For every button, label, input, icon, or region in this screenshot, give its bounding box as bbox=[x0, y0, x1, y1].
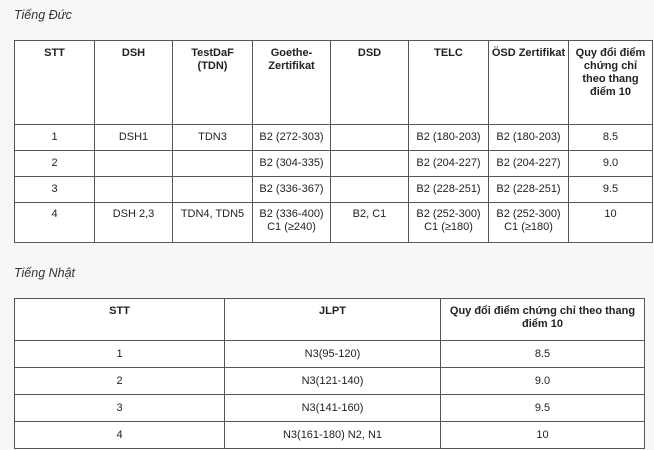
cell-jlpt: N3(121-140) bbox=[225, 368, 441, 395]
cell-stt: 1 bbox=[15, 125, 95, 151]
table-row bbox=[15, 422, 645, 449]
cell-testdaf: TDN3 bbox=[173, 125, 253, 151]
cell-goethe: B2 (272-303) bbox=[253, 125, 331, 151]
cell-goethe: B2 (304-335) bbox=[253, 151, 331, 177]
cell-dsh: DSH1 bbox=[95, 125, 173, 151]
table-row bbox=[15, 125, 653, 151]
cell-jlpt: N3(141-160) bbox=[225, 395, 441, 422]
header-testdaf: TestDaF (TDN) bbox=[173, 41, 253, 125]
cell-telc: B2 (228-251) bbox=[409, 177, 489, 203]
table-row bbox=[15, 341, 645, 368]
cell-testdaf bbox=[173, 177, 253, 203]
header-telc: TELC bbox=[409, 41, 489, 125]
cell-jlpt: N3(161-180) N2, N1 bbox=[225, 422, 441, 449]
cell-testdaf: TDN4, TDN5 bbox=[173, 203, 253, 243]
table-header-row bbox=[15, 299, 645, 341]
table-row bbox=[15, 177, 653, 203]
cell-stt: 4 bbox=[15, 203, 95, 243]
cell-goethe: B2 (336-400) C1 (≥240) bbox=[253, 203, 331, 243]
cell-score: 10 bbox=[441, 422, 645, 449]
cell-dsd bbox=[331, 125, 409, 151]
cell-osd: B2 (204-227) bbox=[489, 151, 569, 177]
german-section-title: Tiếng Đức bbox=[14, 8, 72, 22]
cell-stt: 3 bbox=[15, 395, 225, 422]
cell-score: 8.5 bbox=[441, 341, 645, 368]
cell-dsh: DSH 2,3 bbox=[95, 203, 173, 243]
cell-stt: 2 bbox=[15, 151, 95, 177]
cell-goethe: B2 (336-367) bbox=[253, 177, 331, 203]
japanese-section-title: Tiếng Nhật bbox=[14, 266, 76, 280]
japanese-conversion-table bbox=[14, 298, 645, 449]
cell-dsd: B2, C1 bbox=[331, 203, 409, 243]
header-dsh: DSH bbox=[95, 41, 173, 125]
header-score: Quy đổi điểm chứng chỉ theo thang điểm 10 bbox=[441, 299, 645, 341]
cell-score: 9.0 bbox=[441, 368, 645, 395]
cell-testdaf bbox=[173, 151, 253, 177]
cell-stt: 3 bbox=[15, 177, 95, 203]
cell-osd: B2 (252-300) C1 (≥180) bbox=[489, 203, 569, 243]
table-row bbox=[15, 368, 645, 395]
cell-telc: B2 (204-227) bbox=[409, 151, 489, 177]
cell-stt: 4 bbox=[15, 422, 225, 449]
cell-score: 8.5 bbox=[569, 125, 653, 151]
cell-score: 10 bbox=[569, 203, 653, 243]
table-row bbox=[15, 151, 653, 177]
table-row bbox=[15, 203, 653, 243]
cell-dsd bbox=[331, 151, 409, 177]
cell-score: 9.0 bbox=[569, 151, 653, 177]
cell-score: 9.5 bbox=[569, 177, 653, 203]
cell-telc: B2 (252-300) C1 (≥180) bbox=[409, 203, 489, 243]
header-osd: ÖSD Zertifikat bbox=[489, 41, 569, 125]
cell-telc: B2 (180-203) bbox=[409, 125, 489, 151]
header-goethe: Goethe-Zertifikat bbox=[253, 41, 331, 125]
header-dsd: DSD bbox=[331, 41, 409, 125]
cell-dsh bbox=[95, 177, 173, 203]
cell-dsd bbox=[331, 177, 409, 203]
cell-osd: B2 (228-251) bbox=[489, 177, 569, 203]
table-row bbox=[15, 395, 645, 422]
table-header-row bbox=[15, 41, 653, 125]
cell-stt: 2 bbox=[15, 368, 225, 395]
german-conversion-table bbox=[14, 40, 653, 243]
header-stt: STT bbox=[15, 41, 95, 125]
cell-dsh bbox=[95, 151, 173, 177]
cell-score: 9.5 bbox=[441, 395, 645, 422]
cell-stt: 1 bbox=[15, 341, 225, 368]
cell-osd: B2 (180-203) bbox=[489, 125, 569, 151]
header-jlpt: JLPT bbox=[225, 299, 441, 341]
header-stt: STT bbox=[15, 299, 225, 341]
header-score: Quy đổi điểm chứng chỉ theo thang điểm 10 bbox=[569, 41, 653, 125]
cell-jlpt: N3(95-120) bbox=[225, 341, 441, 368]
